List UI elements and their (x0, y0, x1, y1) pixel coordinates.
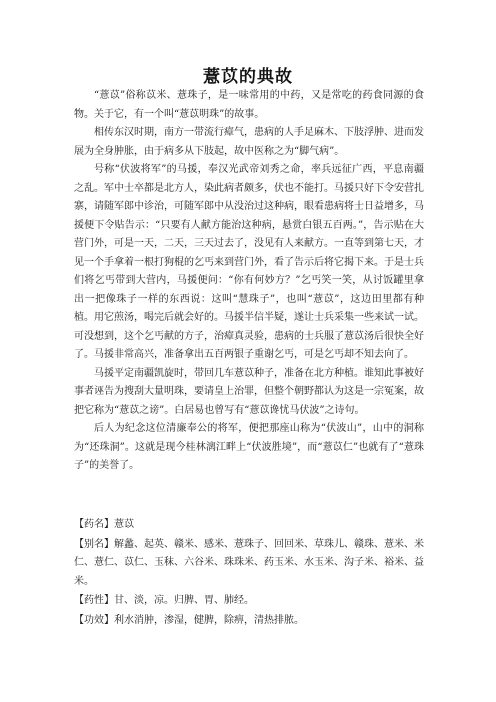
paragraph-background: 相传东汉时期，南方一带流行瘴气，患病的人手足麻木、下肢浮肿、进而发展为全身肿胀，由于病多从下肢起，故中医称之为“脚气病”。 (74, 127, 424, 157)
page-title: 薏苡的典故 (203, 67, 293, 87)
info-item-property (74, 592, 424, 611)
info-tag: 【别名】 (74, 538, 114, 550)
info-item-name (74, 516, 424, 535)
info-item-effect (74, 612, 424, 631)
info-tag: 【药性】 (74, 595, 114, 606)
herb-info (74, 516, 424, 631)
info-item-alias (74, 536, 424, 592)
info-text: 薏苡 (114, 519, 134, 530)
info-text: 解蠡、起英、赣米、感米、薏珠子、回回米、草珠儿、赣珠、薏米、米仁、薏仁、苡仁、玉秣、六谷米、珠珠米、药玉米、水玉米、沟子米、裕米、益米。 (74, 538, 424, 587)
info-tag: 【功效】 (74, 614, 114, 626)
paragraph-return: 马援平定南疆凯旋时，带回几车薏苡种子，准备在北方种植。谁知此事被好事者诬告为搜刮大量明珠，要请皇上治罪，但整个朝野都认为这是一宗冤案，故把它称为“薏苡之谤”。白居易也曾写有“薏苡谗忧马伏波”之诗句。 (74, 367, 424, 416)
paragraph-intro: “薏苡”俗称苡米、薏珠子，是一味常用的中药，又是常吃的药食同源的食物。关于它，有一个叫“薏苡明珠”的故事。 (74, 90, 424, 120)
paragraph-legacy: 后人为纪念这位清廉奉公的将军，便把那座山称为“伏波山”，山中的洞称为“还珠洞”。这就是现今桂林漓江畔上“伏波胜境”，而“薏苡仁”也就有了“薏珠子”的美誉了。 (74, 423, 424, 471)
story-body (74, 87, 424, 476)
paragraph-story: 号称“伏波将军”的马援，奉汉光武帝刘秀之命，率兵远征广西，平息南疆之乱。军中士卒都是北方人，染此病者颇多，伏也不能打。马援只好下令安营扎寨，请随军郎中诊治，可随军郎中从没治过这种病，眼看患病将士日益增多，马援便下令贴告示：“只要有人献方能治这种病，悬赏白银五百两。”，告示贴在大营门外，可是一天，二天，三天过去了，没见有人来献方。一直等到第七天，才见一个手拿着一根打狗棍的乞丐来到营门外，看了告示后将它揭下来。于是士兵们将乞丐带到大营内，马援便问：“你有何妙方？”乞丐笑一笑，从讨饭罐里拿出一把像珠子一样的东西说：这叫“慧珠子”，也叫“薏苡”，这边田里都有种植。用它煎汤，喝完后就会好的。马援半信半疑，遂让士兵采集一些来试一试。可没想到，这个乞丐献的方子，治瘴真灵验，患病的士兵服了薏苡汤后很快全好了。马援非常高兴，准备拿出五百两银子重谢乞丐，可是乞丐却不知去向了。 (74, 164, 424, 360)
info-tag: 【药名】 (74, 519, 114, 530)
info-text: 利水消肿，渗湿，健脾，除痹，清热排脓。 (114, 614, 304, 626)
info-text: 甘、淡，凉。归脾、胃、肺经。 (114, 595, 254, 606)
